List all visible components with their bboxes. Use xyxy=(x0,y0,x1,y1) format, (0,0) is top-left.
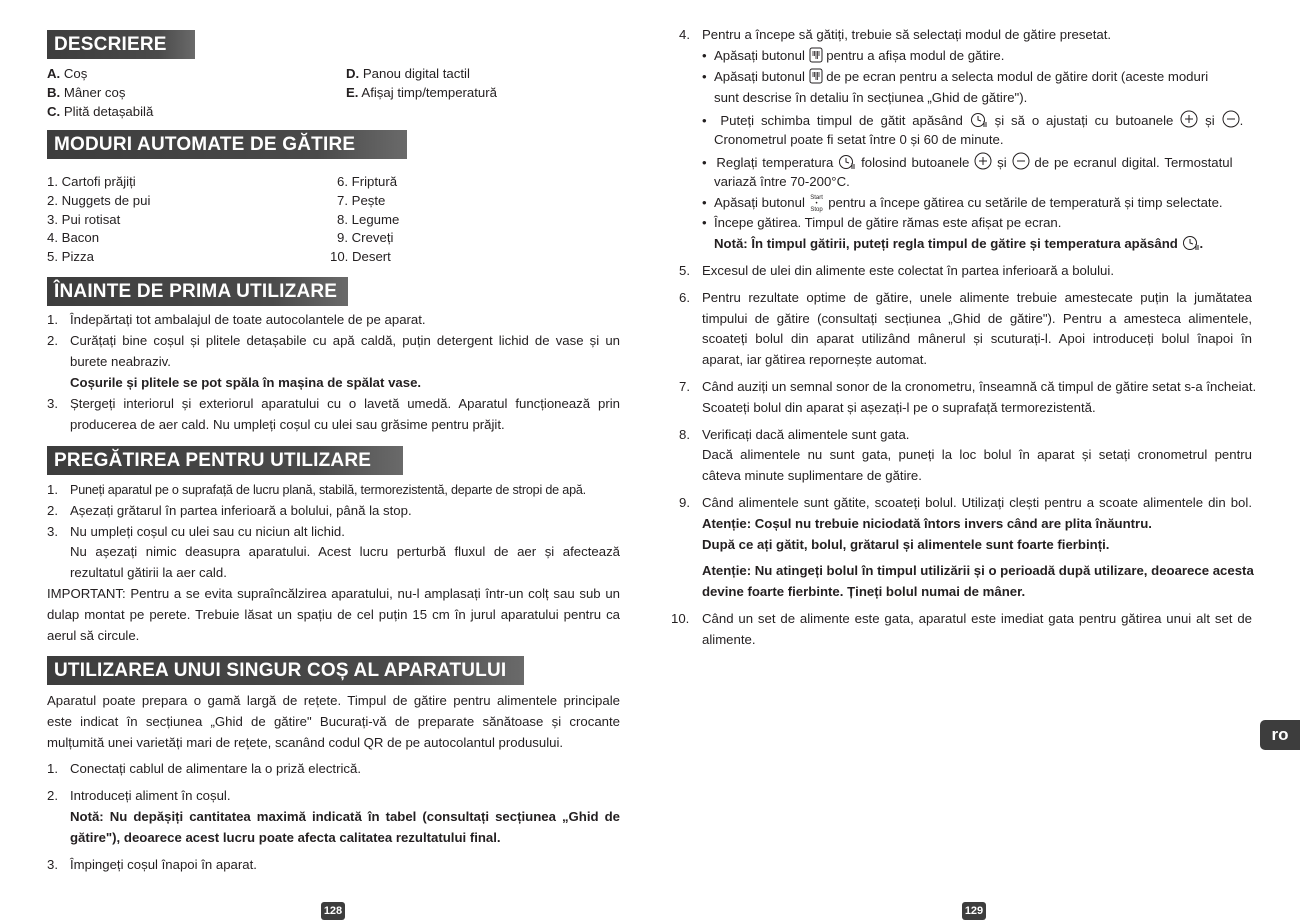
important-line: aerul să circule. xyxy=(47,628,140,643)
desc-item-b: B. Mâner coș xyxy=(47,85,126,100)
mode-item: 3. Pui rotisat xyxy=(47,212,121,227)
paragraph-line: producerea de aer cald. Nu umpleți coșul cu ulei sau grăsime pentru prăjit. xyxy=(70,417,505,432)
paragraph-line: aparat, iar gătirea repornește automat. xyxy=(702,352,928,367)
paragraph-line: Puneți aparatul pe o suprafață de lucru plană, stabilă, termorezistentă, departe de stropi de apă. xyxy=(70,483,586,497)
list-number: 6. xyxy=(679,290,690,305)
paragraph-line: rezultatul gătirii la aer cald. xyxy=(70,565,227,580)
temperature-icon xyxy=(838,154,856,170)
bold-note: Atenție: Coșul nu trebuie niciodată întors invers când are plita înăuntru. xyxy=(702,516,1152,531)
paragraph-line: Când auziți un semnal sonor de la cronometru, înseamnă că timpul de gătire setat s-a încheiat. xyxy=(702,379,1257,394)
important-line: dulap montat pe perete. Trebuie lăsat un spațiu de cel puțin 15 cm în jurul aparatului pentru ca xyxy=(47,607,620,622)
bold-note: Coșurile și plitele se pot spăla în mașina de spălat vase. xyxy=(70,375,422,390)
desc-item-a: A. Coș xyxy=(47,66,88,81)
desc-item-c: C. Plită detașabilă xyxy=(47,104,154,119)
mode-item: 2. Nuggets de pui xyxy=(47,193,151,208)
list-number: 7. xyxy=(679,379,690,394)
bold-note: După ce ați gătit, bolul, grătarul și alimentele sunt foarte fierbinți. xyxy=(702,537,1110,552)
bullet-line: • Reglați temperatura folosind butoanele și de pe ecranul digital. Termostatul xyxy=(702,152,1233,172)
paragraph-line: timpului de gătire (consultați secțiunea „Ghid de gătire"). Pentru a amesteca alimentele, xyxy=(702,311,1252,326)
minus-icon xyxy=(1012,152,1030,170)
paragraph-line: Conectați cablul de alimentare la o priză electrică. xyxy=(70,761,362,776)
mode-item: 10. Desert xyxy=(330,249,391,264)
bullet-line: • Apăsați butonul Start • Stop pentru a începe gătirea cu setările de temperatură și timp selectate. xyxy=(702,195,1223,213)
list-number: 2. xyxy=(47,333,58,348)
mode-item: 6. Friptură xyxy=(337,174,398,189)
list-number: 10. xyxy=(671,611,690,626)
list-number: 3. xyxy=(47,857,58,872)
list-number: 1. xyxy=(47,312,58,327)
mode-item: 8. Legume xyxy=(337,212,400,227)
bold-note: Atenție: Nu atingeți bolul în timpul utilizării și o perioadă după utilizare, deoarece acesta xyxy=(702,563,1254,578)
bold-note: devine foarte fierbinte. Țineți bolul numai de mâner. xyxy=(702,584,1026,599)
section-header-pregatirea: PREGĂTIREA PENTRU UTILIZARE xyxy=(47,446,403,475)
bold-note: Notă: În timpul gătirii, puteți regla timpul de gătire și temperatura apăsând . xyxy=(714,236,1204,251)
paragraph-line: Dacă alimentele nu sunt gata, puneți la loc bolul în aparat și setați cronometrul pentru xyxy=(702,447,1252,462)
page-number-right: 129 xyxy=(962,902,986,920)
paragraph-line: este indicat în secțiunea „Ghid de gătire" Bucurați-vă de preparate sănătoase și crocante xyxy=(47,714,620,729)
cooking-mode-icon xyxy=(809,47,823,63)
paragraph-line: Verificați dacă alimentele sunt gata. xyxy=(702,427,910,442)
list-number: 3. xyxy=(47,524,58,539)
mode-item: 9. Creveți xyxy=(337,230,394,245)
paragraph-line: burete neabraziv. xyxy=(70,354,171,369)
paragraph-line: Așezați grătarul în partea inferioară a bolului, până la stop. xyxy=(70,503,412,518)
mode-item: 7. Pește xyxy=(337,193,386,208)
bullet-line: • Puteți schimba timpul de gătit apăsând și să o ajustați cu butoanele și . xyxy=(702,110,1243,130)
paragraph-line: Scoateți bolul din aparat și așezați-l pe o suprafață termorezistentă. xyxy=(702,400,1096,415)
paragraph-line: Curățați bine coșul și plitele detașabile cu apă caldă, puțin detergent lichid de vase și un xyxy=(70,333,620,348)
paragraph-line: Pentru rezultate optime de gătire, unele alimente trebuie amestecate puțin la jumătatea xyxy=(702,290,1252,305)
bullet-line: Cronometrul poate fi setat între 0 și 60 de minute. xyxy=(714,132,1004,147)
bullet-line: • Începe gătirea. Timpul de gătire rămas este afișat pe ecran. xyxy=(702,215,1062,230)
list-number: 2. xyxy=(47,788,58,803)
page-number-left: 128 xyxy=(321,902,345,920)
paragraph-line: scoateți bolul din aparat utilizând mânerul și scuturați-l. Apoi introduceți bolul înapoi în xyxy=(702,331,1252,346)
list-number: 8. xyxy=(679,427,690,442)
list-number: 9. xyxy=(679,495,690,510)
paragraph-line: Aparatul poate prepara o gamă largă de rețete. Timpul de gătire pentru alimentele principale xyxy=(47,693,620,708)
list-number: 5. xyxy=(679,263,690,278)
paragraph-line: Nu umpleți coșul cu ulei sau cu niciun alt lichid. xyxy=(70,524,345,539)
start-stop-icon: Start • Stop xyxy=(810,195,823,213)
list-number: 1. xyxy=(47,761,58,776)
language-tab: ro xyxy=(1260,720,1300,750)
timer-icon xyxy=(1182,235,1200,251)
paragraph-line: Excesul de ulei din alimente este colectat în partea inferioară a bolului. xyxy=(702,263,1114,278)
bullet-line: sunt descrise în detaliu în secțiunea „Ghid de gătire"). xyxy=(714,90,1028,105)
section-header-singur: UTILIZAREA UNUI SINGUR COȘ AL APARATULUI xyxy=(47,656,524,685)
bullet-line: • Apăsați butonul pentru a afișa modul de gătire. xyxy=(702,48,1005,63)
desc-item-e: E. Afișaj timp/temperatură xyxy=(346,85,497,100)
plus-icon xyxy=(1180,110,1198,128)
section-header-inainte: ÎNAINTE DE PRIMA UTILIZARE xyxy=(47,277,348,306)
paragraph-line: alimente. xyxy=(702,632,756,647)
bold-note: Notă: Nu depășiți cantitatea maximă indicată în tabel (consultați secțiunea „Ghid de xyxy=(70,809,620,824)
list-number: 2. xyxy=(47,503,58,518)
important-line: IMPORTANT: Pentru a se evita supraîncălzirea aparatului, nu-l amplasați într-un colț sau sub un xyxy=(47,586,620,601)
paragraph-line: Împingeți coșul înapoi în aparat. xyxy=(70,857,257,872)
bullet-line: variază între 70-200°C. xyxy=(714,174,850,189)
paragraph-line: Pentru a începe să gătiți, trebuie să selectați modul de gătire presetat. xyxy=(702,27,1112,42)
plus-icon xyxy=(974,152,992,170)
minus-icon xyxy=(1222,110,1240,128)
timer-icon xyxy=(970,112,988,128)
paragraph-line: mulțumită unei varietăți mari de rețete, scanând codul QR de pe autocolantul produsului. xyxy=(47,735,564,750)
mode-item: 4. Bacon xyxy=(47,230,100,245)
cooking-mode-icon xyxy=(809,68,823,84)
paragraph-line: Când alimentele sunt gătite, scoateți bolul. Utilizați clești pentru a scoate alimentele din bol. xyxy=(702,495,1252,510)
desc-item-d: D. Panou digital tactil xyxy=(346,66,470,81)
list-number: 3. xyxy=(47,396,58,411)
mode-item: 5. Pizza xyxy=(47,249,94,264)
paragraph-line: Nu așezați nimic deasupra aparatului. Acest lucru perturbă fluxul de aer și afectează xyxy=(70,544,620,559)
paragraph-line: Ștergeți interiorul și exteriorul aparatului cu o lavetă umedă. Aparatul funcționează prin xyxy=(70,396,620,411)
paragraph-line: Când un set de alimente este gata, aparatul este imediat gata pentru gătirea unui alt set de xyxy=(702,611,1252,626)
paragraph-line: Introduceți aliment în coșul. xyxy=(70,788,231,803)
bullet-line: • Apăsați butonul de pe ecran pentru a selecta modul de gătire dorit (aceste moduri xyxy=(702,69,1209,84)
paragraph-line: câteva minute suplimentare de gătire. xyxy=(702,468,922,483)
section-header-moduri: MODURI AUTOMATE DE GĂTIRE xyxy=(47,130,407,159)
mode-item: 1. Cartofi prăjiți xyxy=(47,174,136,189)
list-number: 4. xyxy=(679,27,690,42)
list-number: 1. xyxy=(47,482,58,497)
section-header-descriere: DESCRIERE xyxy=(47,30,195,59)
bold-note: gătire"), deoarece acest lucru poate afecta calitatea rezultatului final. xyxy=(70,830,501,845)
paragraph-line: Îndepărtați tot ambalajul de toate autocolantele de pe aparat. xyxy=(70,312,426,327)
